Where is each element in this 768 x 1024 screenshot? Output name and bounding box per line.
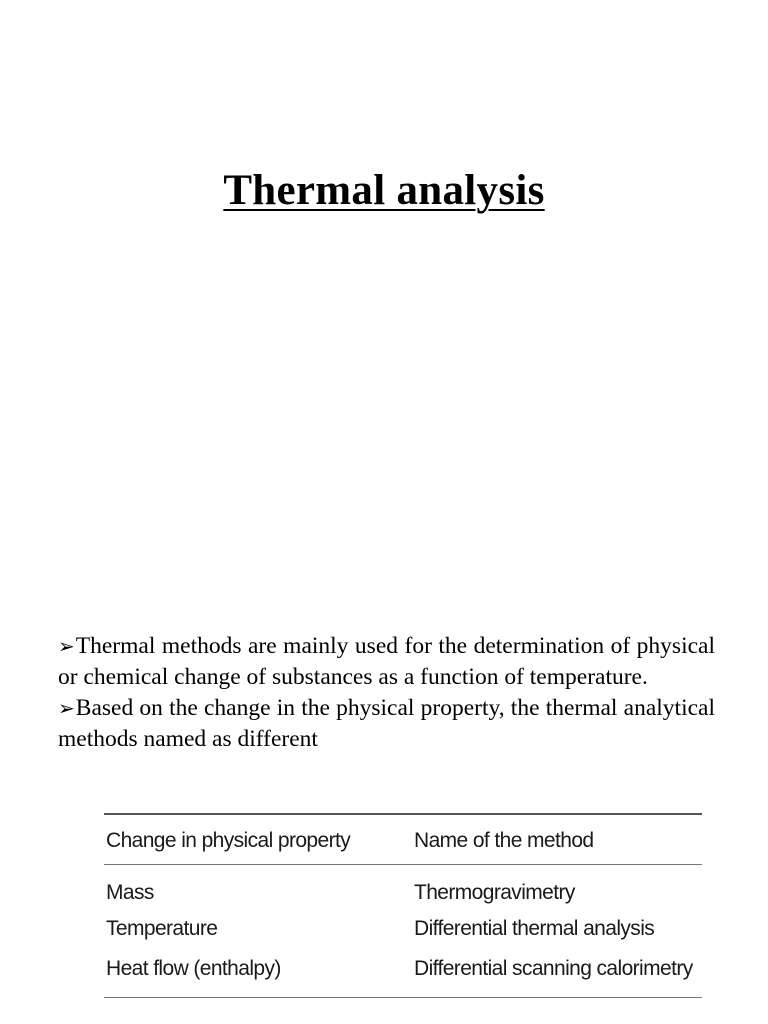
methods-table	[104, 813, 702, 998]
cell-method: Thermogravimetry	[414, 881, 575, 904]
header-physical-property: Change in physical property	[104, 814, 412, 865]
table-row	[104, 949, 702, 998]
paragraph-2-text: Based on the change in the physical property, the thermal analytical methods named as different	[58, 695, 715, 752]
cell-method: Differential scanning calorimetry	[412, 949, 702, 998]
body-text	[58, 631, 715, 755]
cell-method: Differential thermal analysis	[414, 917, 655, 940]
cell-property: Temperature	[106, 917, 218, 940]
paragraph-1	[58, 631, 715, 693]
arrow-bullet-icon: ➢	[58, 634, 75, 658]
arrow-bullet-icon: ➢	[58, 696, 75, 720]
header-method-name: Name of the method	[412, 814, 702, 865]
table-row	[104, 865, 702, 910]
cell-property: Mass	[106, 881, 154, 904]
paragraph-1-text: Thermal methods are mainly used for the determination of physical or chemical change of substances as a function of temperature.	[58, 633, 715, 690]
paragraph-2	[58, 693, 715, 755]
table-header-row	[104, 814, 702, 865]
table-row	[104, 909, 702, 949]
methods-table-container	[104, 813, 702, 998]
page-title: Thermal analysis	[223, 167, 545, 214]
cell-property: Heat flow (enthalpy)	[104, 949, 412, 998]
